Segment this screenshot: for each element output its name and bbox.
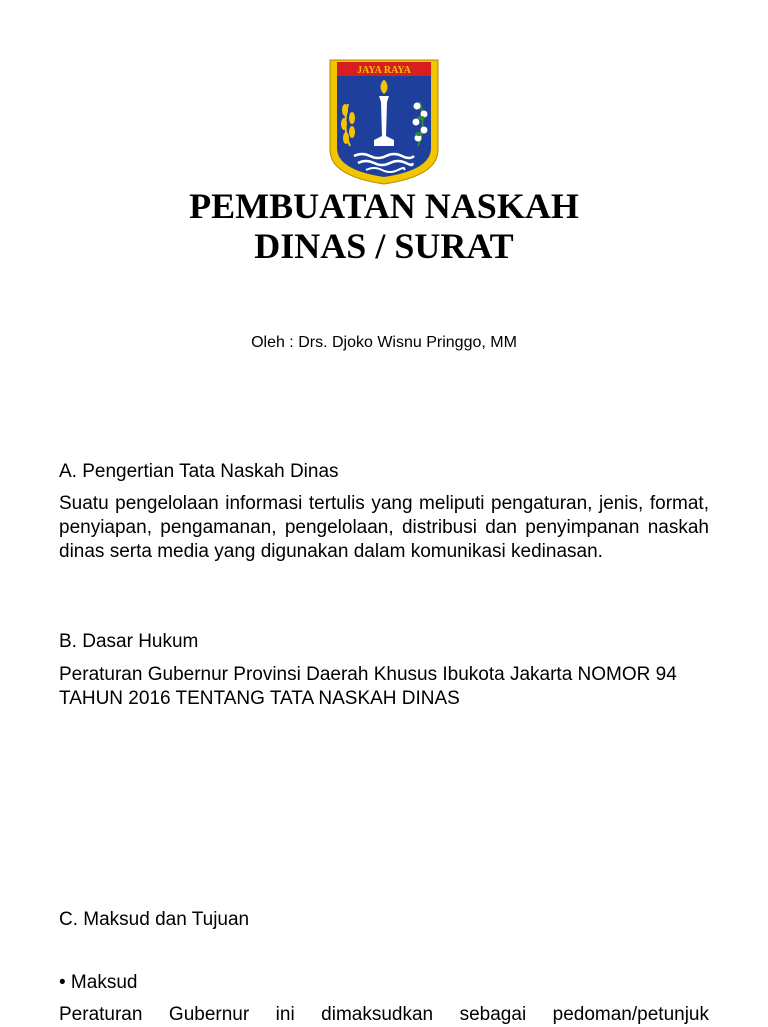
section-c-heading: C. Maksud dan Tujuan bbox=[59, 909, 250, 930]
section-a-heading: A. Pengertian Tata Naskah Dinas bbox=[59, 461, 339, 482]
page-title bbox=[0, 186, 768, 266]
section-b-heading: B. Dasar Hukum bbox=[59, 631, 199, 652]
section-c-body: Peraturan Gubernur ini dimaksudkan sebagai pedoman/petunjuk bbox=[59, 1004, 709, 1025]
title-line-1: PEMBUATAN NASKAH bbox=[189, 186, 579, 226]
section-a-body: Suatu pengelolaan informasi tertulis yang meliputi pengaturan, jenis, format, penyiapan, pengamanan, pengelolaan, distribusi dan penyimpanan naskah dinas serta media yang digunakan dalam komunikasi kedinasan. bbox=[59, 493, 709, 562]
motto-text: JAYA RAYA bbox=[357, 65, 411, 76]
author-line: Oleh : Drs. Djoko Wisnu Pringgo, MM bbox=[251, 334, 517, 351]
title-line-2: DINAS / SURAT bbox=[254, 226, 514, 266]
jakarta-emblem-logo bbox=[328, 58, 440, 186]
section-c-bullet-maksud: • Maksud bbox=[59, 972, 138, 993]
section-b-body: Peraturan Gubernur Provinsi Daerah Khusus Ibukota Jakarta NOMOR 94 TAHUN 2016 TENTANG TATA NASKAH DINAS bbox=[59, 664, 677, 709]
